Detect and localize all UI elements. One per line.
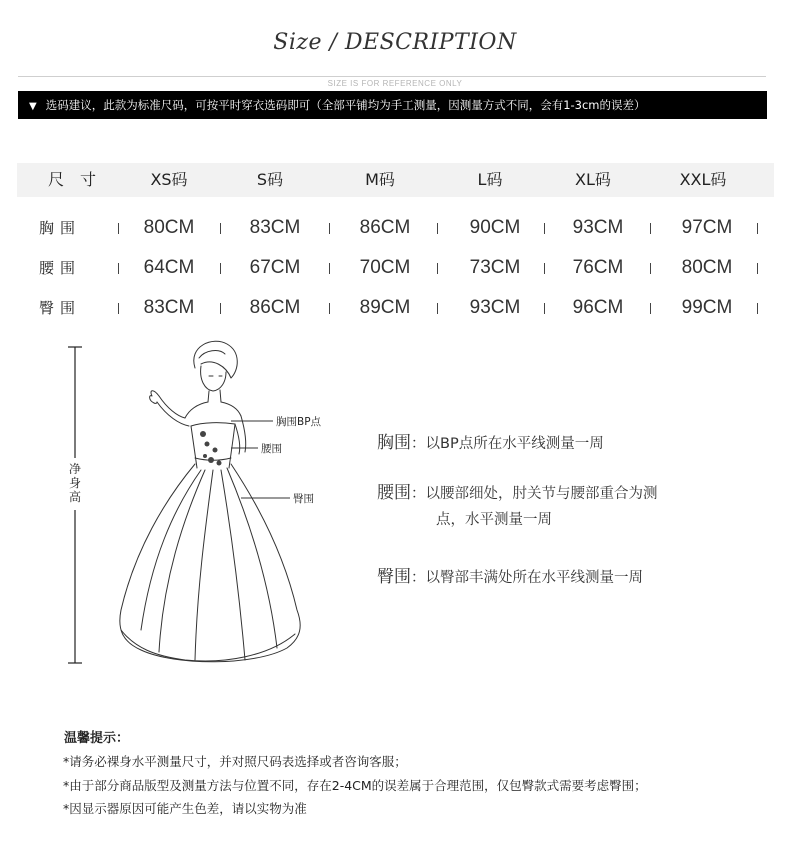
tip-item: *请务必裸身水平测量尺寸，并对照尺码表选择或者咨询客服； xyxy=(63,754,407,769)
table-cell: 70CM xyxy=(359,257,411,278)
callout-hip-label: 臀围 xyxy=(293,493,314,505)
measurement-hip-label: 臀围 xyxy=(377,567,411,587)
row-label-waist: 腰围 xyxy=(39,259,82,277)
ball-gown-figure-illustration xyxy=(55,330,335,680)
table-cell: 93CM xyxy=(572,217,624,238)
height-label-char: 净 xyxy=(68,462,82,476)
figure-outline xyxy=(120,341,300,661)
measurement-waist-desc-cont: 点，水平测量一周 xyxy=(436,512,552,528)
table-cell: 96CM xyxy=(572,297,624,318)
callout-lines xyxy=(231,421,290,498)
table-cell: 76CM xyxy=(572,257,624,278)
size-column-s: S码 xyxy=(256,170,284,189)
tips-title: 温馨提示： xyxy=(64,731,130,746)
page-title: Size / DESCRIPTION xyxy=(273,30,517,55)
size-column-m: M码 xyxy=(365,170,395,189)
triangle-down-icon: ▼ xyxy=(29,101,37,112)
callout-waist-label: 腰围 xyxy=(261,443,282,455)
table-cell: 93CM xyxy=(469,297,521,318)
table-row xyxy=(17,251,774,291)
size-column-xl: XL码 xyxy=(575,170,611,189)
height-label-char: 高 xyxy=(68,490,82,504)
size-advice-text: 选码建议，此款为标准尺码，可按平时穿衣选码即可（全部平铺均为手工测量，因测量方式不同，会有1-3cm的误差） xyxy=(45,98,646,112)
table-row xyxy=(17,211,774,251)
table-cell: 80CM xyxy=(681,257,733,278)
table-cell: 80CM xyxy=(143,217,195,238)
table-cell: 67CM xyxy=(249,257,301,278)
table-cell: 83CM xyxy=(249,217,301,238)
measurement-bust-desc: 以BP点所在水平线测量一周 xyxy=(425,436,604,452)
measurement-bust: 胸围：以BP点所在水平线测量一周 xyxy=(377,433,604,453)
tip-item: *因显示器原因可能产生色差，请以实物为准 xyxy=(63,801,307,816)
size-column-l: L码 xyxy=(477,170,503,189)
size-column-xxl: XXL码 xyxy=(679,170,727,189)
size-table-header xyxy=(17,163,774,197)
table-cell: 64CM xyxy=(143,257,195,278)
row-label-hip: 臀围 xyxy=(39,299,82,317)
size-header-label: 尺寸 xyxy=(47,170,112,189)
size-column-xs: XS码 xyxy=(150,170,188,189)
table-row xyxy=(17,291,774,331)
measurement-bust-label: 胸围 xyxy=(377,433,411,453)
table-cell: 86CM xyxy=(359,217,411,238)
measurement-waist: 腰围：以腰部细处，肘关节与腰部重合为测 点，水平测量一周 xyxy=(377,483,658,528)
measurement-waist-desc: 以腰部细处，肘关节与腰部重合为测 xyxy=(425,486,658,502)
table-cell: 86CM xyxy=(249,297,301,318)
table-cell: 83CM xyxy=(143,297,195,318)
callout-bust-label: 胸围BP点 xyxy=(276,416,322,428)
title-subtitle: SIZE IS FOR REFERENCE ONLY xyxy=(322,79,469,88)
tip-item: *由于部分商品版型及测量方法与位置不同，存在2-4CM的误差属于合理范围，仅包臀款式需要考虑臀围； xyxy=(63,778,647,793)
row-label-bust: 胸围 xyxy=(39,219,82,237)
measurement-waist-label: 腰围 xyxy=(377,483,411,503)
measurement-hip-desc: 以臀部丰满处所在水平线测量一周 xyxy=(425,570,643,586)
table-cell: 73CM xyxy=(469,257,521,278)
table-cell: 97CM xyxy=(681,217,733,238)
size-advice-banner xyxy=(18,91,767,119)
table-cell: 99CM xyxy=(681,297,733,318)
table-cell: 89CM xyxy=(359,297,411,318)
table-cell: 90CM xyxy=(469,217,521,238)
measurement-hip: 臀围：以臀部丰满处所在水平线测量一周 xyxy=(377,567,643,587)
height-label-char: 身 xyxy=(68,476,82,490)
